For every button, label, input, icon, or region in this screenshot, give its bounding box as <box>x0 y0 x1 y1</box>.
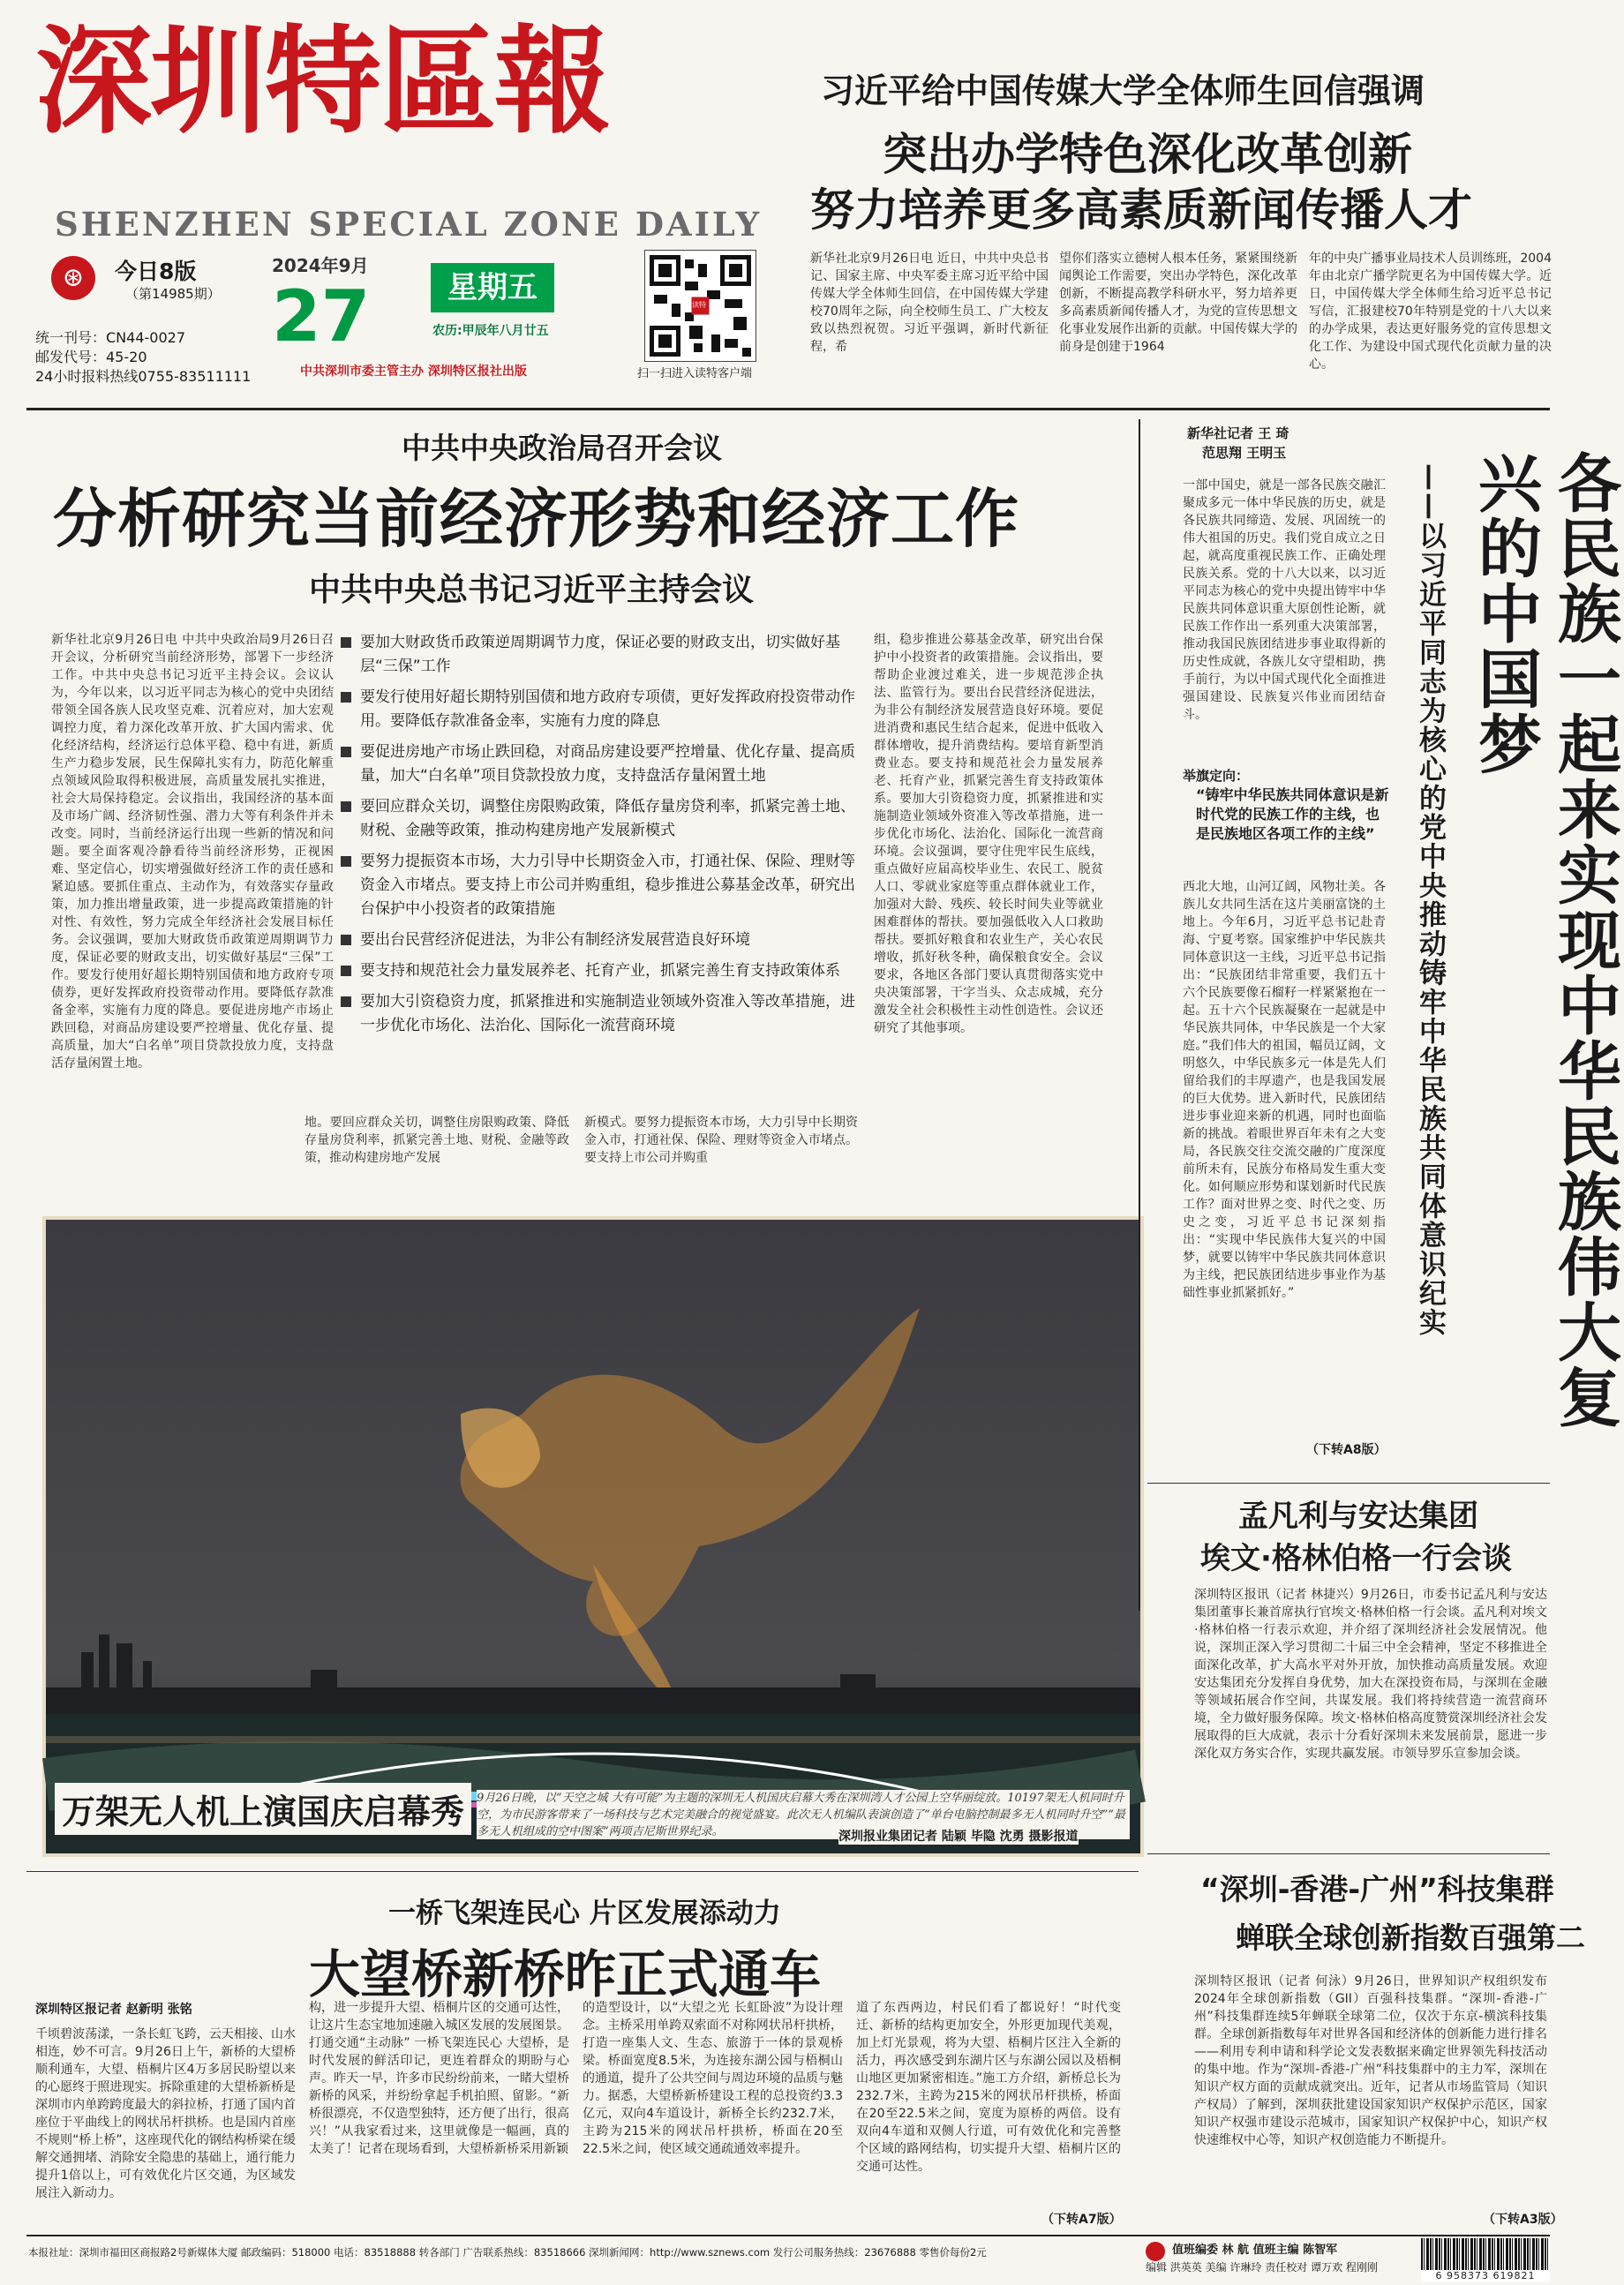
feature-quote-label: 举旗定向： <box>1183 768 1250 784</box>
bullet-square-icon <box>341 935 351 945</box>
lead-top-kicker: 习近平给中国传媒大学全体师生回信强调 <box>821 71 1425 110</box>
qr-code[interactable] <box>644 250 756 362</box>
bridge-col-3: 的造型设计，以“大望之光 长虹卧波”为设计理念。主桥采用单跨双索面不对称网状吊杆拱桥，打造一座集人文、生态、旅游于一体的景观桥梁。桥面宽度8.5米，为连接东湖公园与梧桐山的通道，提升了公共空间与周边环境的品质与魅力。据悉，大望桥新桥建设工程的总投资约3.3亿元，双向4车道设计，新桥全长约232.7米，主跨为215米的网状吊杆拱桥，桥面在20至22.5米之间，使区域交通疏通效率提升。 <box>583 2001 843 2156</box>
weekday-badge: 星期五 <box>431 263 554 312</box>
barcode-number: 6 958373 619821 <box>1435 2270 1536 2281</box>
postal-code: 邮发代号：45-20 <box>35 349 147 365</box>
bullet-square-icon <box>341 801 351 812</box>
sponsor-line: 中共深圳市委主管主办 深圳特区报社出版 <box>300 365 527 379</box>
bullet-8: 要加大引资稳资力度，抓紧推进和实施制造业领域外资准入等改革措施，进一步优化市场化、法治化、国际化一流营商环境 <box>341 990 858 1038</box>
index-title-1: “深圳-香港-广州”科技集群 <box>1200 1872 1554 1906</box>
qr-caption: 扫一扫进入读特客户端 <box>637 367 753 380</box>
bullet-1: 要加大财政货币政策逆周期调节力度，保证必要的财政支出，切实做好基层“三保”工作 <box>341 631 858 679</box>
footer-editors-1: 值班编委 林 航 值班主编 陈智军 <box>1172 2244 1338 2257</box>
feature-body-1: 一部中国史，就是一部各民族交融汇聚成多元一体中华民族的历史，就是各民族共同缔造、发展、巩固统一的伟大祖国的历史。我们党自成立之日起，就高度重视民族工作、正确处理民族关系。党的十八大以来，以习近平同志为核心的党中央提出铸牢中华民族共同体意识重大原创性论断，就民族工作作出一系列重大决策部署，推动我国民族团结进步事业取得新的历史性成就，各族儿女守望相助，携手前行，为以中国式现代化全面推进强国建设、民族复兴伟业而团结奋斗。 <box>1183 478 1386 722</box>
feature-quote: “铸牢中华民族共同体意识是新时代党的民族工作的主线，也是民族地区各项工作的主线” <box>1196 786 1389 842</box>
date-block <box>272 252 422 366</box>
right-divider-2 <box>1147 1853 1550 1854</box>
bullet-3: 要促进房地产市场止跌回稳，对商品房建设要严控增量、优化存量、提高质量，加大“白名单”项目贷款投放力度，支持盘活存量闲置土地 <box>341 740 858 788</box>
date-year-month: 2024年9月 <box>272 255 369 276</box>
date-day: 27 <box>272 275 371 357</box>
main-bottom-col-1: 地。要回应群众关切，调整住房限购政策、降低存量房贷利率，抓紧完善土地、财税、金融等政策，推动构建房地产发展 <box>304 1116 569 1165</box>
bullet-square-icon <box>341 966 351 976</box>
photo-caption-title: 万架无人机上演国庆启幕秀 <box>55 1783 471 1835</box>
issue-number: （第14985期） <box>125 286 221 302</box>
index-title-2: 蝉联全球创新指数百强第二 <box>1236 1920 1585 1955</box>
main-col-right: 组，稳步推进公募基金改革，研究出台保护中小投资者的政策措施。会议指出，要帮助企业渡过难关，进一步规范涉企执法、监管行为。要出台民营经济促进法，为非公有制经济发展营造良好环境。要促进消费和惠民生结合起来，促进中低收入群体增收，提升消费结构。要培育新型消费业态。要支持和规范社会力量发展养老、托育产业，抓紧完善生育支持政策体系。要加大引资稳资力度，抓紧推进和实施制造业领域外资准入等改革措施，进一步优化市场化、法治化、国际化一流营商环境。会议强调，要守住兜牢民生底线，重点做好应届高校毕业生、农民工、脱贫人口、零就业家庭等重点群体就业工作，加强对大龄、残疾、较长时间失业等就业困难群体的帮扶。要加强低收入人口救助帮扶。要抓好粮食和农业生产，关心农民增收，抓好秋冬种，确保粮食安全。会议要求，各地区各部门要认真贯彻落实党中央决策部署，干字当头、众志成城，充分激发全社会积极性主动性创造性。会议还研究了其他事项。 <box>874 633 1103 1035</box>
masthead-divider <box>26 408 1550 410</box>
drone-show-photo <box>42 1216 1144 1857</box>
meng-title-2: 埃文·格林伯格一行会谈 <box>1200 1541 1512 1576</box>
index-continued: （下转A3版） <box>1483 2210 1563 2228</box>
bridge-top-divider <box>26 1871 1139 1872</box>
lead-top-col-3: 年的中央广播事业局技术人员训练班，2004年由北京广播学院更名为中国传媒大学。近日，中国传媒大学全体师生给习近平总书记写信，汇报建校70年特别是党的十八大以来的办学成果，表达更好服务党的宣传思想文化工作、为建设中国式现代化贡献力量的决心。 <box>1309 252 1552 372</box>
photo-caption-text: 9月26日晚，以“天空之城 大有可能”为主题的深圳无人机国庆启幕大秀在深圳湾人才公园上空华丽绽放。10197架无人机同时升空，为市民游客带来了一场科技与艺术完美融合的视觉盛宴。此次无人机编队表演创造了“单台电脑控制最多无人机同时升空”“最多无人机组成的空中图案”两项吉尼斯世界纪录。 <box>477 1790 1130 1839</box>
feature-title-vertical: 各民族一起来实现中华民族伟大复兴的中国梦 <box>1468 450 1621 1430</box>
feature-subtitle-vertical: ——以习近平同志为核心的党中央推动铸牢中华民族共同体意识纪实 <box>1414 463 1446 1337</box>
masthead-title-en: SHENZHEN SPECIAL ZONE DAILY <box>55 205 762 244</box>
lead-top-title-1: 突出办学特色深化改革创新 <box>883 129 1412 180</box>
feature-byline-1: 新华社记者 王 琦 <box>1187 425 1289 441</box>
right-column-divider <box>1139 419 1140 1611</box>
bullet-square-icon <box>341 996 351 1007</box>
feature-body-2: 西北大地，山河辽阔，风物壮美。各族儿女共同生活在这片美丽富饶的土地上。今年6月，习近平总书记赴青海、宁夏考察。国家维护中华民族共同体意识这一主线，习近平总书记指出：“民族团结非常重要，我们五十六个民族要像石榴籽一样紧紧抱在一起。五十六个民族凝聚在一起就是中华民族共同体，中华民族是一个大家庭。”我们伟大的祖国，幅员辽阔，文明悠久，中华民族多元一体是先人们留给我们的丰厚遗产，也是我国发展的巨大优势。进入新时代，民族团结进步事业迎来新的机遇，同时也面临新的挑战。着眼世界百年未有之大变局，各民族交往交流交融的广度深度前所未有，民族分布格局发生重大变化。如何顺应形势和谋划新时代民族工作？面对世界之变、时代之变、历史之变，习近平总书记深刻指出：“实现中华民族伟大复兴的中国梦，就要以铸牢中华民族共同体意识为主线，把民族团结进步事业作为基础性事业抓紧抓好。” <box>1183 880 1386 1300</box>
bullet-6: 要出台民营经济促进法，为非公有制经济发展营造良好环境 <box>341 928 858 952</box>
serial-number: 统一刊号：CN44-0027 <box>35 329 185 346</box>
bridge-col-4: 道了东西两边，村民们看了都说好！“时代变迁、新桥的结构更加安全，外形更加现代美观，加上灯光景观，将为大望、梧桐片区注入全新的活力，再次感受到东湖片区与东湖公园以及梧桐山地区更加紧密相连。”施工方介绍，新桥总长为232.7米，主跨为215米的网状吊杆拱桥，桥面在20至22.5米之间，宽度为原桥的两倍。设有双向4车道和双侧人行道，可有效优化和完善整个区域的路网结构，切实提升大望、梧桐片区的交通可达性。 <box>856 2001 1121 2174</box>
drone-show-illustration <box>46 1220 1140 1853</box>
feature-continued: （下转A8版） <box>1306 1440 1387 1458</box>
bullet-square-icon <box>341 747 351 757</box>
bridge-title: 大望桥新桥昨正式通车 <box>309 1944 822 2004</box>
bullet-5: 要努力提振资本市场，大力引导中长期资金入市，打通社保、保险、理财等资金入市堵点。要支持上市公司并购重组，稳步推进公募基金改革，研究出台保护中小投资者的政策措施 <box>341 850 858 921</box>
footer-logo-icon <box>1146 2242 1165 2261</box>
bullet-7: 要支持和规范社会力量发展养老、托育产业，抓紧完善生育支持政策体系 <box>341 959 858 983</box>
bullet-4: 要回应群众关切，调整住房限购政策，降低存量房贷利率，抓紧完善土地、财税、金融等政策，推动构建房地产发展新模式 <box>341 795 858 843</box>
lead-top-col-2: 望你们落实立德树人根本任务，紧紧围绕新闻舆论工作需要，突出办学特色，深化改革创新，不断提高教学科研水平，努力培养更多高素质新闻传播人才，为党的宣传思想文化事业发展作出新的贡献。中国传媒大学的前身是创建于1964 <box>1059 252 1297 354</box>
lead-top-col-1: 新华社北京9月26日电 近日，中共中央总书记、国家主席、中央军委主席习近平给中国传媒大学全体师生回信，在中国传媒大学建校70周年之际，向全校师生员工、广大校友致以热烈祝贺。习近平强调，新时代新征程，希 <box>810 252 1049 354</box>
masthead-logo <box>35 13 794 150</box>
right-divider-1 <box>1147 1483 1550 1484</box>
bridge-kicker: 一桥飞架连民心 片区发展添动力 <box>388 1898 781 1929</box>
footer-divider <box>26 2235 1550 2236</box>
qr-center-label: 读特 <box>692 301 706 309</box>
bullet-square-icon <box>341 856 351 867</box>
photo-credit: 深圳报业集团记者 陆颖 毕隐 沈勇 摄影报道 <box>838 1827 1079 1845</box>
index-body: 深圳特区报讯（记者 何泳）9月26日，世界知识产权组织发布2024年全球创新指数（GII）百强科技集群。“深圳-香港-广州”科技集群连续5年蝉联全球第二位，仅次于东京-横滨科技集群。全球创新指数每年对世界各国和经济体的创新能力进行排名——利用专利申请和科学论文发表数据来确定世界领先科技活动的集中地。作为“深圳-香港-广州”科技集群中的主力军，深圳在知识产权方面的贡献成就突出。近年，记者从市场监管局（知识产权局）了解到，深圳获批建设国家知识产权保护示范区，国家知识产权强市建设示范城市，国家知识产权保护中心，知识产权快速维权中心等，知识产权创造能力不断提升。 <box>1194 1974 1547 2147</box>
edition-logo-icon: ⊛ <box>51 256 95 300</box>
bullet-2: 要发行使用好超长期特别国债和地方政府专项债，更好发挥政府投资带动作用。要降低存款准备金率，实施有力度的降息 <box>341 686 858 733</box>
bridge-col-2: 构，进一步提升大望、梧桐片区的交通可达性，让这片生态宝地加速融入城区发展的发展图景。打通交通“主动脉” 一桥飞架连民心 大望桥，是时代发展的鲜活印记，更连着群众的期盼与心声。昨天一早，许多市民纷纷前来，一睹大望桥新桥的风采，并纷纷拿起手机拍照、留影。“新桥很漂亮，不仅造型独特，还方便了出行，很高兴！”从我家看过来，这里就像是一幅画，真的太美了！记者在现场看到，大望桥新桥采用新颖 <box>309 2001 569 2156</box>
bridge-byline: 深圳特区报记者 赵新明 张铭 <box>35 2003 192 2017</box>
lead-top-title-2: 努力培养更多高素质新闻传播人才 <box>810 184 1472 236</box>
bridge-col-1: 千顷碧波荡漾，一条长虹飞跨，云天相接、山水相连，妙不可言。9月26日上午，新桥的大望桥顺利通车，大望、梧桐片区4万多居民盼望以来的心愿终于照进现实。拆除重建的大望桥新桥是深圳市内单跨跨度最大的斜拉桥，打通了国内首座位于平曲线上的网状吊杆拱桥。也是国内首座不规则“桥上桥”，这座现代化的钢结构桥梁在缓解交通拥堵、消除安全隐患的基础上，通行能力提升1倍以上，可有效优化片区交通，为区域发展注入新动力。 <box>35 2027 296 2200</box>
bullet-square-icon <box>341 637 351 648</box>
meng-body: 深圳特区报讯（记者 林捷兴）9月26日，市委书记孟凡利与安达集团董事长兼首席执行官埃文·格林伯格一行会谈。孟凡利对埃文·格林伯格一行表示欢迎，并介绍了深圳经济社会发展情况。他说，深圳正深入学习贯彻二十届三中全会精神，坚定不移推进全面深化改革，扩大高水平对外开放，加快推动高质量发展。欢迎安达集团充分发挥自身优势，加大在深投资布局，与深圳在金融等领域拓展合作空间，共谋发展。我们将持续营造一流营商环境，全力做好服务保障。埃文·格林伯格高度赞赏深圳经济社会发展取得的巨大成就，表示十分看好深圳未来发展前景，愿进一步深化双方务实合作，实现共赢发展。市领导罗乐宣参加会谈。 <box>1194 1588 1547 1761</box>
main-col-left: 新华社北京9月26日电 中共中央政治局9月26日召开会议，分析研究当前经济形势，部署下一步经济工作。中共中央总书记习近平主持会议。会议认为，今年以来，以习近平同志为核心的党中央团结带领全国各族人民攻坚克难、沉着应对，加大宏观调控力度，着力深化改革开放、扩大国内需求、优化经济结构，经济运行总体平稳、稳中有进，新质生产力稳步发展，民生保障扎实有力，防范化解重点领域风险取得积极进展，高质量发展扎实推进，社会大局保持稳定。会议指出，我国经济的基本面及市场广阔、经济韧性强、潜力大等有利条件并未改变。同时，当前经济运行出现一些新的情况和问题。要全面客观冷静看待当前经济形势，正视困难、坚定信心，切实增强做好经济工作的责任感和紧迫感。要抓住重点、主动作为，有效落实存量政策，加力推出增量政策，进一步提高政策措施的针对性、有效性，努力完成全年经济社会发展目标任务。会议强调，要加大财政货币政策逆周期调节力度，保证必要的财政支出，切实做好基层“三保”工作。要发行使用好超长期特别国债和地方政府专项债券，更好发挥政府投资带动作用。要降低存款准备金率，实施有力度的降息。要促进房地产市场止跌回稳，对商品房建设要严控增量、优化存量、提高质量，加大“白名单”项目贷款投放力度，支持盘活存量闲置土地。 <box>51 633 334 1071</box>
meng-title-1: 孟凡利与安达集团 <box>1238 1499 1478 1534</box>
main-subtitle: 中共中央总书记习近平主持会议 <box>309 572 755 608</box>
lunar-date: 农历:甲辰年八月廿五 <box>432 324 549 338</box>
barcode <box>1421 2238 1550 2282</box>
bullet-square-icon <box>341 692 351 703</box>
footer-editors-2: 编辑 洪英英 美编 许琳玲 责任校对 谭万欢 程刚刚 <box>1146 2261 1378 2274</box>
main-bullet-box <box>341 631 858 1112</box>
today-pages: 今日8版 <box>115 259 197 284</box>
bridge-continued: （下转A7版） <box>1041 2210 1122 2228</box>
main-kicker: 中共中央政治局召开会议 <box>402 431 722 465</box>
feature-byline-2: 范思翔 王明玉 <box>1202 445 1287 461</box>
masthead-title: 深圳特區報 <box>35 13 609 150</box>
barcode-bars-icon <box>1421 2238 1550 2270</box>
main-bottom-col-2: 新模式。要努力提振资本市场，大力引导中长期资金入市，打通社保、保险、理财等资金入市堵点。要支持上市公司并购重 <box>584 1116 858 1165</box>
main-title: 分析研究当前经济形势和经济工作 <box>53 482 1020 556</box>
hotline: 24小时报料热线0755-83511111 <box>35 368 252 385</box>
footer-address: 本报社址：深圳市福田区商报路2号新媒体大厦 邮政编码：518000 电话：83518888 转各部门 广告联系热线：83518666 深圳新闻网：http://www.sznews.com 发行公司服务热线：23676888 零售价每份2元 <box>28 2246 987 2259</box>
